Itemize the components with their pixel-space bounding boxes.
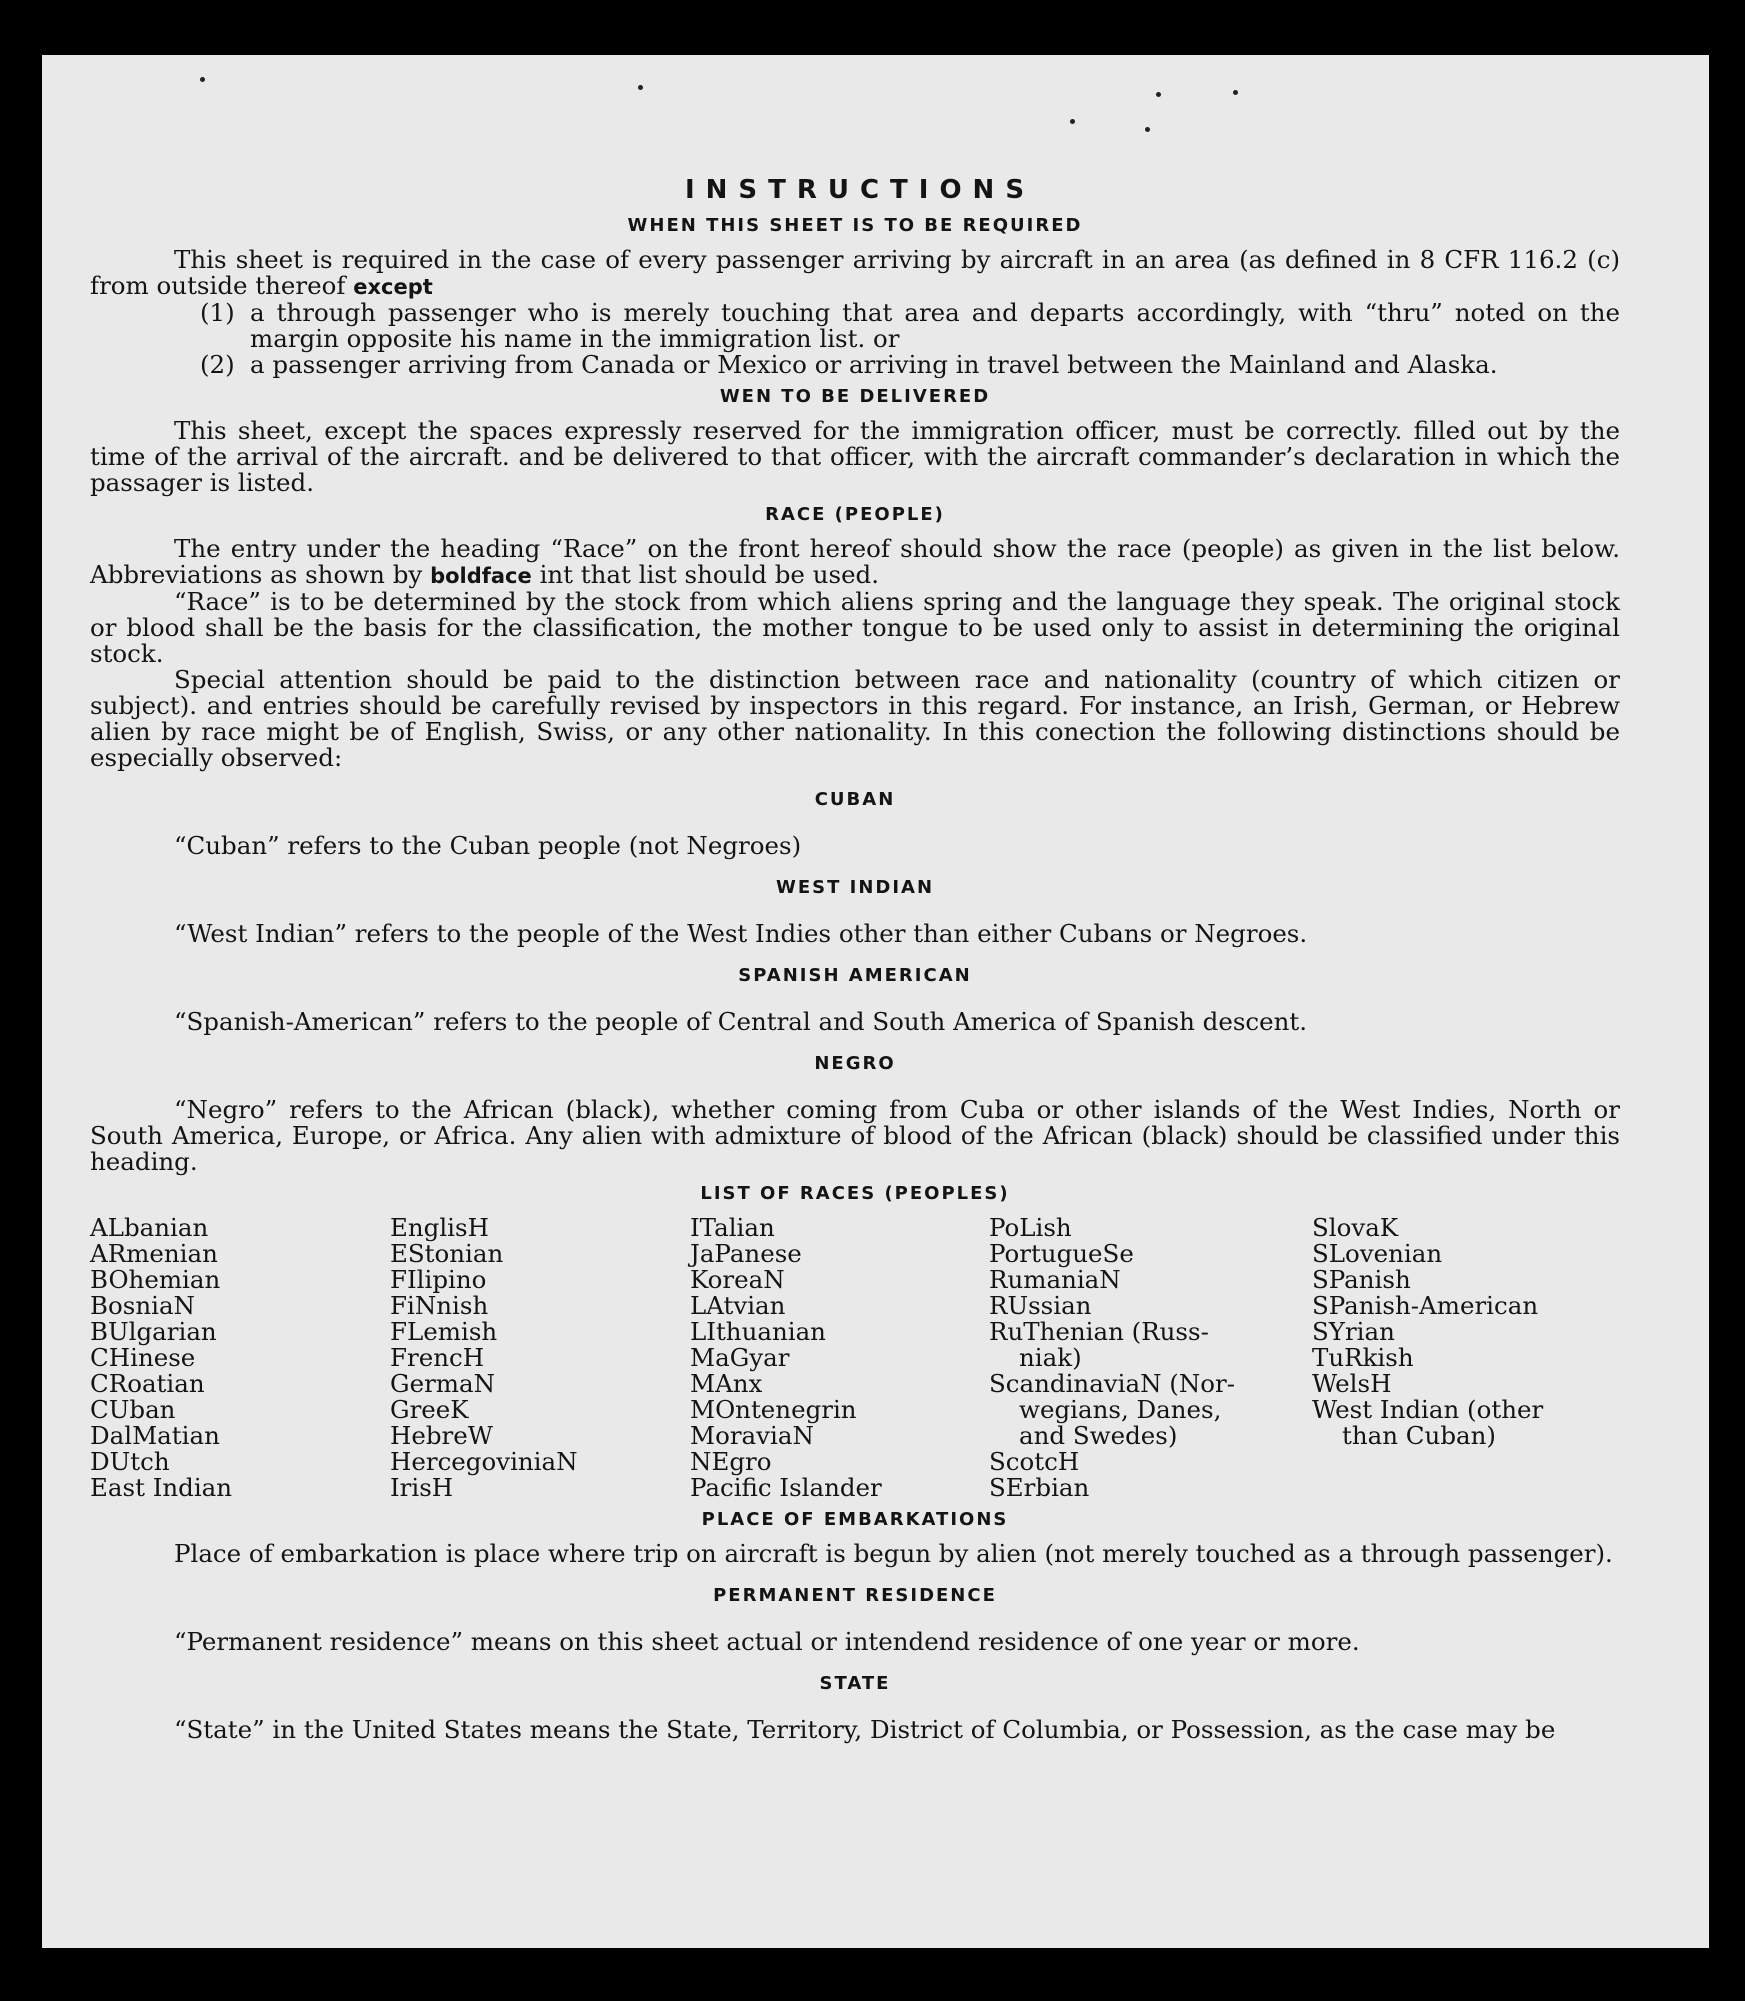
race-entry: EnglisH [390,1213,489,1242]
race-entry: MoraviaN [690,1421,814,1450]
race-entry: DalMatian [90,1421,220,1450]
race-entry: FrencH [390,1343,485,1372]
race-entry: CUban [90,1395,176,1424]
item-number: (2) [200,350,235,379]
list-item [90,300,1620,352]
race-entry: RUssian [989,1291,1092,1320]
races-column [90,1215,390,1501]
race-entry: SlovaK [1312,1213,1399,1242]
races-column [989,1215,1312,1501]
race-entry: JaPanese [690,1239,802,1268]
race-entry: SLovenian [1312,1239,1443,1268]
scan-speck [1145,127,1150,132]
race-entry: DUtch [90,1447,170,1476]
spanish-american-text: “Spanish-American” refers to the people of Central and South America of Spanish descent. [174,1007,1308,1036]
race-paragraph-2: “Race” is to be determined by the stock from which aliens spring and the language they speak. The original stock or blood shall be the basis for the classification, the mother tongue to be used only to assist in determining the original stock. [90,587,1620,668]
item-text: a passenger arriving from Canada or Mexico or arriving in travel between the Mainland and Alaska. [250,350,1498,379]
section-heading-west-indian: WEST INDIAN [775,877,935,898]
race-paragraph-3: Special attention should be paid to the distinction between race and nationality (country of which citizen or subject). and entries should be carefully revised by inspectors in this regard. For instance, an Irish, German, or Hebrew alien by race might be of English, Swiss, or any other nationality. In this conection the following distinctions should be especially observed: [90,665,1620,772]
race-entry: GermaN [390,1369,496,1398]
boldface-emphasis: boldface [430,564,532,588]
race-entry: TuRkish [1312,1343,1414,1372]
race-entry: SYrian [1312,1317,1395,1346]
race-entry: CHinese [90,1343,196,1372]
section-heading-negro: NEGRO [814,1053,896,1074]
races-column [390,1215,690,1501]
race-entry: ALbanian [90,1213,209,1242]
race-entry: FLemish [390,1317,498,1346]
race-entry: KoreaN [690,1265,785,1294]
except-emphasis: except [353,275,433,299]
race-entry: West Indian (other [1312,1395,1544,1424]
race-paragraph-1: The entry under the heading “Race” on the front hereof should show the race (people) as given in the list below. Abbreviations as shown by boldface int that list should be used. [90,534,1620,589]
race-entry: ARmenian [90,1239,218,1268]
race-entry: than Cuban) [1342,1421,1496,1450]
scan-speck [1070,119,1075,124]
race-entry: Pacific Islander [690,1473,882,1502]
instructions-content [90,177,1620,1743]
race-entry: SErbian [989,1473,1090,1502]
section-heading-permanent-residence: PERMANENT RESIDENCE [713,1585,997,1606]
document-page [42,55,1709,1948]
section-heading-when-required: WHEN THIS SHEET IS TO BE REQUIRED [627,215,1083,236]
race-entry: HebreW [390,1421,493,1450]
section-heading-race: RACE (PEOPLE) [765,504,945,525]
race-entry: GreeK [390,1395,469,1424]
item-text: a through passenger who is merely touching that area and departs accordingly, with “thru” noted on the margin opposite his name in the immigration list. or [250,298,1620,353]
when-delivered-text: This sheet, except the spaces expressly reserved for the immigration officer, must be correctly. filled out by the time of the arrival of the aircraft. and be delivered to that officer, with the aircraft commander’s declaration in which the passager is listed. [90,416,1620,497]
scan-speck [638,85,643,90]
race-entry: WelsH [1312,1369,1392,1398]
section-heading-spanish-american: SPANISH AMERICAN [738,965,972,986]
cuban-text: “Cuban” refers to the Cuban people (not Negroes) [174,831,802,860]
race-entry: FIlipino [390,1265,487,1294]
race-entry: ITalian [690,1213,775,1242]
section-heading-embarkation: PLACE OF EMBARKATIONS [701,1509,1009,1530]
permanent-residence-text: “Permanent residence” means on this sheet actual or intendend residence of one year or more. [174,1627,1360,1656]
item-number: (1) [200,298,235,327]
race-entry: SPanish-American [1312,1291,1539,1320]
page-title: INSTRUCTIONS [684,175,1036,205]
negro-text: “Negro” refers to the African (black), whether coming from Cuba or other islands of the West Indies, North or South America, Europe, or Africa. Any alien with admixture of blood of the African (black) should be classified under this heading. [90,1095,1620,1176]
list-item [90,352,1620,378]
scan-speck [1233,90,1238,95]
section-heading-cuban: CUBAN [814,789,896,810]
race-entry: ScotcH [989,1447,1080,1476]
race-entry: niak) [1019,1343,1082,1372]
when-required-intro: This sheet is required in the case of every passenger arriving by aircraft in an area (as defined in 8 CFR 116.2 (c) from outside thereof except [90,245,1620,300]
race-entry: MOntenegrin [690,1395,857,1424]
races-table [90,1215,1620,1501]
race-entry: BosniaN [90,1291,195,1320]
embarkation-text: Place of embarkation is place where trip on aircraft is begun by alien (not merely touched as a through passenger). [174,1539,1613,1568]
races-column [1312,1215,1612,1501]
race-entry: FiNnish [390,1291,489,1320]
race-entry: LAtvian [690,1291,786,1320]
race-entry: EStonian [390,1239,504,1268]
scan-speck [200,77,205,82]
race-entry: RumaniaN [989,1265,1121,1294]
race-entry: BUlgarian [90,1317,217,1346]
race-entry: East Indian [90,1473,233,1502]
race-entry: NEgro [690,1447,772,1476]
race-entry: PortugueSe [989,1239,1134,1268]
races-column [690,1215,989,1501]
race-entry: PoLish [989,1213,1072,1242]
race-entry: wegians, Danes, [1019,1395,1222,1424]
race-entry: ScandinaviaN (Nor- [989,1369,1236,1398]
west-indian-text: “West Indian” refers to the people of the West Indies other than either Cubans or Negroes. [174,919,1308,948]
scan-speck [1156,92,1161,97]
section-heading-list-of-races: LIST OF RACES (PEOPLES) [700,1183,1010,1204]
race-entry: LIthuanian [690,1317,826,1346]
race-entry: CRoatian [90,1369,205,1398]
race-entry: BOhemian [90,1265,221,1294]
race-entry: MaGyar [690,1343,790,1372]
race-entry: RuThenian (Russ- [989,1317,1209,1346]
race-entry: SPanish [1312,1265,1411,1294]
section-heading-state: STATE [819,1673,891,1694]
race-entry: and Swedes) [1019,1421,1178,1450]
section-heading-when-delivered: WEN TO BE DELIVERED [719,386,991,407]
race-entry: MAnx [690,1369,763,1398]
race-entry: IrisH [390,1473,454,1502]
state-text: “State” in the United States means the State, Territory, District of Columbia, or Possession, as the case may be [174,1715,1556,1744]
race-entry: HercegoviniaN [390,1447,578,1476]
